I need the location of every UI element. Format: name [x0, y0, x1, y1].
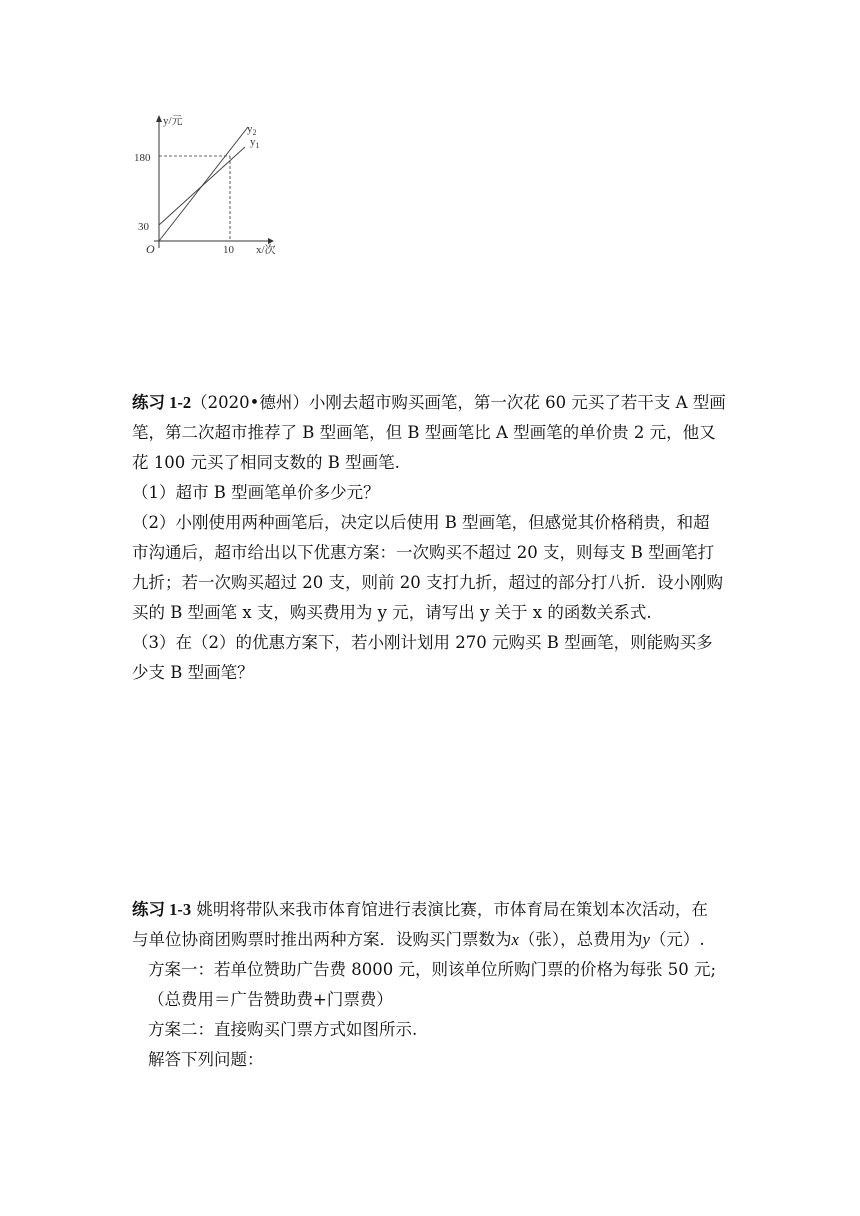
ex12-text-1: 小刚去超市购买画笔，第一次花 60 元买了若干支 A 型画	[308, 393, 726, 412]
y-axis-label: y/元	[163, 115, 183, 127]
ex12-line-3: 花 100 元买了相同支数的 B 型画笔.	[132, 453, 400, 472]
ex13-text-2b: （张），总费用为	[518, 930, 643, 949]
ex13-text-2c: （元）.	[649, 930, 705, 949]
exercise-1-2	[132, 388, 732, 688]
ex12-question-3-line-1: （3）在（2）的优惠方案下，若小刚计划用 270 元购买 B 型画笔，则能购买多	[132, 633, 713, 652]
ex13-line-1	[132, 895, 732, 925]
ex13-line-2	[132, 925, 732, 955]
exercise-1-3	[132, 895, 732, 1075]
var-y: y	[642, 930, 650, 949]
x-axis-label: x/次	[256, 244, 276, 256]
ex13-text-1: 姚明将带队来我市体育馆进行表演比赛，市体育局在策划本次活动，在	[196, 900, 708, 919]
ex13-plan-1: 方案一：若单位赞助广告费 8000 元，则该单位所购门票的价格为每张 50 元;	[148, 960, 717, 979]
ex13-label: 练习 1-3	[132, 900, 192, 919]
y1-label: $y_1$	[250, 136, 260, 150]
tick-180: 180	[134, 152, 151, 164]
tick-10: 10	[223, 244, 234, 256]
ex12-question-2-line-4: 买的 B 型画笔 x 支，购买费用为 y 元，请写出 y 关于 x 的函数关系式.	[132, 603, 652, 622]
function-graph	[132, 112, 292, 262]
ex12-question-2-line-1: （2）小刚使用两种画笔后，决定以后使用 B 型画笔，但感觉其价格稍贵，和超	[132, 513, 710, 532]
ex13-answer-prompt: 解答下列问题：	[148, 1050, 264, 1069]
ex12-label: 练习 1-2	[132, 393, 192, 412]
ex12-line-2: 笔，第二次超市推荐了 B 型画笔，但 B 型画笔比 A 型画笔的单价贵 2 元，他又	[132, 423, 716, 442]
ex13-text-2a: 与单位协商团购票时推出两种方案．设购买门票数为	[132, 930, 512, 949]
ex12-source: （2020•德州）	[191, 393, 309, 412]
ex13-plan-2: 方案二：直接购买门票方式如图所示.	[148, 1020, 418, 1039]
ex12-question-1: （1）超市 B 型画笔单价多少元？	[132, 483, 380, 502]
origin-label: O	[146, 242, 155, 256]
ex12-question-2-line-3: 九折；若一次购买超过 20 支，则前 20 支打九折，超过的部分打八折．设小刚购	[132, 573, 723, 592]
ex13-plan-1-note: （总费用＝广告赞助费+门票费）	[148, 990, 393, 1009]
tick-30: 30	[138, 221, 149, 233]
ex12-line-1	[132, 388, 732, 418]
ex12-question-3-line-2: 少支 B 型画笔？	[132, 663, 254, 682]
ex12-question-2-line-2: 市沟通后，超市给出以下优惠方案：一次购买不超过 20 支，则每支 B 型画笔打	[132, 543, 715, 562]
y2-label: $y_2$	[247, 123, 257, 137]
line-y1	[159, 147, 245, 225]
y-axis-arrow	[156, 115, 162, 122]
var-x: x	[511, 930, 519, 949]
